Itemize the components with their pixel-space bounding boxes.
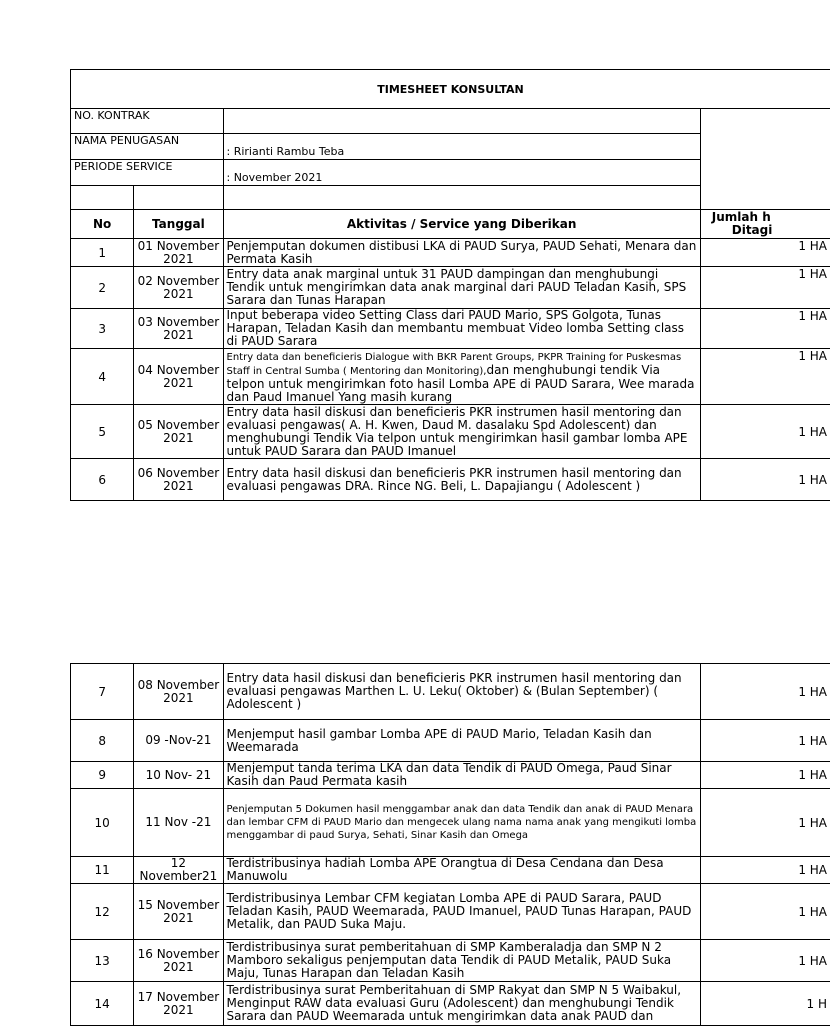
row-date: 03 November 2021 <box>134 309 223 349</box>
col-header-tanggal: Tanggal <box>134 210 223 239</box>
row-jumlah: 1 HA <box>700 884 830 940</box>
row-no: 10 <box>71 789 134 857</box>
timesheet-table-1 <box>70 69 830 501</box>
jumlah-header-line1: Jumlah h <box>704 211 827 224</box>
row-jumlah: 1 HA <box>700 940 830 982</box>
table-row <box>71 664 830 720</box>
col-header-aktivitas: Aktivitas / Service yang Diberikan <box>223 210 700 239</box>
row-jumlah: 1 HA <box>700 239 830 267</box>
row-date: 10 Nov- 21 <box>134 762 223 789</box>
table-row <box>71 267 830 309</box>
row-jumlah: 1 HA <box>700 267 830 309</box>
row-date: 09 -Nov-21 <box>134 720 223 762</box>
row-activity: Terdistribusinya surat Pemberitahuan di SMP Rakyat dan SMP N 5 Waibakul, Menginput RAW data evaluasi Guru (Adolescent) dan menghubungi Tendik Sarara dan PAUD Weemarada untuk mengirimkan data anak PAUD dan <box>223 982 700 1026</box>
row-date: 08 November 2021 <box>134 664 223 720</box>
row-date: 16 November 2021 <box>134 940 223 982</box>
jumlah-blank-cell <box>700 109 830 210</box>
row-jumlah: 1 HA <box>700 664 830 720</box>
row-no: 4 <box>71 349 134 405</box>
sheet-title: TIMESHEET KONSULTAN <box>71 70 830 109</box>
no-kontrak-label: NO. KONTRAK <box>71 109 224 134</box>
blank-cell <box>223 186 700 210</box>
row-date: 15 November 2021 <box>134 884 223 940</box>
table-row <box>71 789 830 857</box>
row-jumlah: 1 HA <box>700 857 830 884</box>
row-activity: Entry data hasil diskusi dan beneficieris PKR instrumen hasil mentoring dan evaluasi pengawas( A. H. Kwen, Daud M. dasalaku Spd Adolescent) dan menghubungi Tendik Via telpon untuk mengirimkan hasil gambar lomba APE untuk PAUD Sarara dan PAUD Imanuel <box>223 405 700 459</box>
periode-service-label: PERIODE SERVICE <box>71 160 224 186</box>
row-activity: Terdistribusinya Lembar CFM kegiatan Lomba APE di PAUD Sarara, PAUD Teladan Kasih, PAUD Weemarada, PAUD Imanuel, PAUD Tunas Harapan, PAUD Metalik, dan PAUD Suka Maju. <box>223 884 700 940</box>
table-row <box>71 720 830 762</box>
table-row <box>71 762 830 789</box>
row-no: 7 <box>71 664 134 720</box>
row-date: 06 November 2021 <box>134 459 223 501</box>
col-header-no: No <box>71 210 134 239</box>
row-activity: Terdistribusinya hadiah Lomba APE Orangtua di Desa Cendana dan Desa Manuwolu <box>223 857 700 884</box>
row-jumlah: 1 HA <box>700 309 830 349</box>
row-no: 1 <box>71 239 134 267</box>
row-jumlah: 1 HA <box>700 789 830 857</box>
row-no: 13 <box>71 940 134 982</box>
row-no: 6 <box>71 459 134 501</box>
row-activity <box>223 349 700 405</box>
row-jumlah: 1 HA <box>700 720 830 762</box>
row-no: 12 <box>71 884 134 940</box>
row-no: 11 <box>71 857 134 884</box>
table-row <box>71 309 830 349</box>
row-jumlah: 1 H <box>700 982 830 1026</box>
row-activity: Entry data hasil diskusi dan beneficieris PKR instrumen hasil mentoring dan evaluasi pengawas DRA. Rince NG. Beli, L. Dapajiangu ( Adolescent ) <box>223 459 700 501</box>
periode-service-value: : November 2021 <box>223 160 700 186</box>
table-row <box>71 940 830 982</box>
table-row <box>71 459 830 501</box>
col-header-jumlah <box>700 210 830 239</box>
row-activity: Input beberapa video Setting Class dari PAUD Mario, SPS Golgota, Tunas Harapan, Teladan Kasih dan membantu membuat Video lomba Setting class di PAUD Sarara <box>223 309 700 349</box>
jumlah-header-line2: Ditagi <box>704 224 827 237</box>
row-jumlah: 1 HA <box>700 459 830 501</box>
timesheet-table-2 <box>70 663 830 1026</box>
row-no: 14 <box>71 982 134 1026</box>
row-jumlah: 1 HA <box>700 762 830 789</box>
row-activity-part-b: dan menghubungi tendik Via telpon untuk mengirimkan foto hasil Lomba APE di PAUD Sarara, Wee marada dan Paud Imanuel Yang masih kurang <box>227 363 695 404</box>
row-activity: Terdistribusinya surat pemberitahuan di SMP Kamberaladja dan SMP N 2 Mamboro sekaligus penjemputan data Tendik di PAUD Metalik, PAUD Suka Maju, Tunas Harapan dan Teladan Kasih <box>223 940 700 982</box>
row-date: 12 November21 <box>134 857 223 884</box>
row-date: 05 November 2021 <box>134 405 223 459</box>
row-activity: Entry data anak marginal untuk 31 PAUD dampingan dan menghubungi Tendik untuk mengirimkan data anak marginal dari PAUD Teladan Kasih, SPS Sarara dan Tunas Harapan <box>223 267 700 309</box>
row-no: 2 <box>71 267 134 309</box>
row-activity: Menjemput tanda terima LKA dan data Tendik di PAUD Omega, Paud Sinar Kasih dan Paud Permata kasih <box>223 762 700 789</box>
no-kontrak-value <box>223 109 700 134</box>
row-no: 8 <box>71 720 134 762</box>
row-no: 9 <box>71 762 134 789</box>
table-row <box>71 982 830 1026</box>
row-activity: Menjemput hasil gambar Lomba APE di PAUD Mario, Teladan Kasih dan Weemarada <box>223 720 700 762</box>
table-row <box>71 349 830 405</box>
table-row <box>71 405 830 459</box>
blank-cell <box>134 186 223 210</box>
row-date: 04 November 2021 <box>134 349 223 405</box>
row-no: 3 <box>71 309 134 349</box>
row-jumlah: 1 HA <box>700 349 830 405</box>
row-date: 17 November 2021 <box>134 982 223 1026</box>
row-date: 02 November 2021 <box>134 267 223 309</box>
table-row <box>71 239 830 267</box>
row-jumlah: 1 HA <box>700 405 830 459</box>
row-date: 01 November 2021 <box>134 239 223 267</box>
row-date: 11 Nov -21 <box>134 789 223 857</box>
row-no: 5 <box>71 405 134 459</box>
nama-penugasan-value: : Ririanti Rambu Teba <box>223 134 700 160</box>
row-activity: Entry data hasil diskusi dan beneficieris PKR instrumen hasil mentoring dan evaluasi pengawas Marthen L. U. Leku( Oktober) & (Bulan September) ( Adolescent ) <box>223 664 700 720</box>
nama-penugasan-label: NAMA PENUGASAN <box>71 134 224 160</box>
blank-cell <box>71 186 134 210</box>
table-row <box>71 857 830 884</box>
row-activity-part-a: Entry data dan beneficieris Dialogue with BKR Parent Groups, PKPR Training for Puskesmas Staff in Central Sumba ( Mentoring dan Monitoring), <box>227 352 682 377</box>
row-activity: Penjemputan dokumen distibusi LKA di PAUD Surya, PAUD Sehati, Menara dan Permata Kasih <box>223 239 700 267</box>
table-row <box>71 884 830 940</box>
row-activity: Penjemputan 5 Dokumen hasil menggambar anak dan data Tendik dan anak di PAUD Menara dan lembar CFM di PAUD Mario dan mengecek ulang nama nama anak yang mengikuti lomba menggambar di paud Surya, Sehati, Sinar Kasih dan Omega <box>223 789 700 857</box>
